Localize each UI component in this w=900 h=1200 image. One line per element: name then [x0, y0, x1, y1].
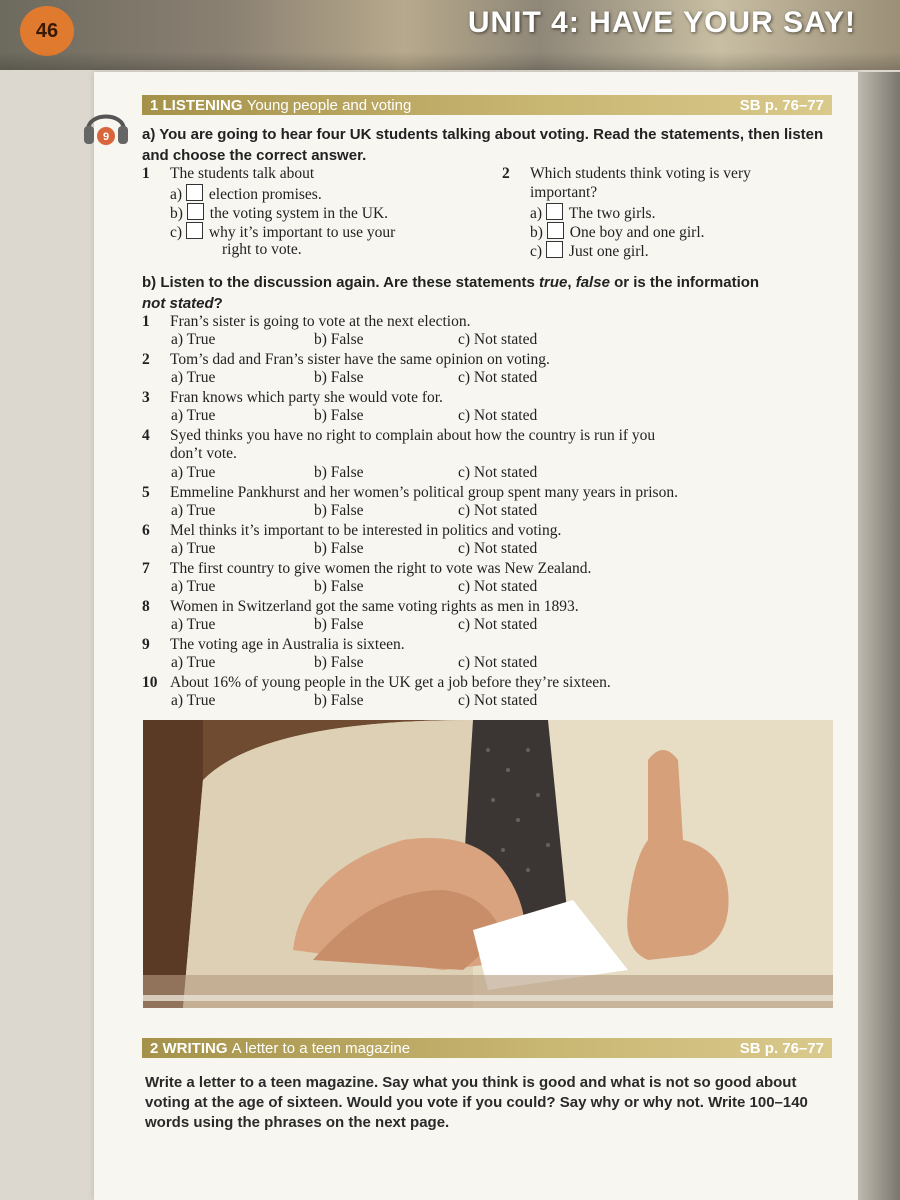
section-2-subtitle: A letter to a teen magazine [231, 1039, 411, 1057]
statement-10-false[interactable]: b) False [314, 692, 364, 709]
statement-9-not-stated[interactable]: c) Not stated [458, 654, 538, 671]
question-a2-line2: important? [530, 184, 598, 201]
statement-8-not-stated[interactable]: c) Not stated [458, 616, 538, 633]
section-1-title: 1 LISTENING [150, 96, 243, 114]
ballot-hand-illustration [143, 720, 833, 1008]
statement-2-true[interactable]: a) True [171, 369, 216, 386]
statement-5-true[interactable]: a) True [171, 502, 216, 519]
unit-title: UNIT 4: HAVE YOUR SAY! [467, 6, 856, 39]
statement-1-false[interactable]: b) False [314, 331, 364, 348]
q1-option-c-continued: right to vote. [222, 241, 302, 258]
statement-4-true[interactable]: a) True [171, 464, 216, 481]
statement-1-answers[interactable]: a) True [171, 331, 216, 348]
section-1-ref: SB p. 76–77 [739, 96, 824, 114]
statement-2-false[interactable]: b) False [314, 369, 364, 386]
statement-1-not-stated[interactable]: c) Not stated [458, 331, 538, 348]
statement-6-true[interactable]: a) True [171, 540, 216, 557]
statement-4-false[interactable]: b) False [314, 464, 364, 481]
statement-6-not-stated[interactable]: c) Not stated [458, 540, 538, 557]
checkbox[interactable] [187, 203, 204, 220]
statement-7-not-stated[interactable]: c) Not stated [458, 578, 538, 595]
q1-option-b[interactable]: b) the voting system in the UK. [170, 205, 389, 222]
ballot-photo [143, 720, 833, 1008]
section-1-subtitle: Young people and voting [246, 96, 412, 114]
statement-3-true[interactable]: a) True [171, 407, 216, 424]
headphones-icon [82, 104, 130, 148]
checkbox[interactable] [546, 203, 563, 220]
statement-6-false[interactable]: b) False [314, 540, 364, 557]
checkbox[interactable] [547, 222, 564, 239]
writing-instruction: Write a letter to a teen magazine. Say what you think is good and what is not so good about voting at the age of sixteen. Would you vote if you could? Say why or why not. Write 100–140 words using the phrases on the next page. [145, 1074, 808, 1131]
checkbox[interactable] [546, 241, 563, 258]
checkbox[interactable] [186, 222, 203, 239]
statement-3-false[interactable]: b) False [314, 407, 364, 424]
section-2-title: 2 WRITING [150, 1039, 228, 1057]
page-binding-edge [858, 72, 900, 1200]
audio-track-number: 9 [102, 131, 110, 143]
q1-option-a[interactable]: a) election promises. [170, 186, 322, 203]
statement-5-not-stated[interactable]: c) Not stated [458, 502, 538, 519]
q2-option-c[interactable]: c) Just one girl. [530, 243, 649, 260]
part-a-instruction: a) You are going to hear four UK students talking about voting. Read the statements, then listen and choose the correct answer. [142, 126, 824, 164]
statement-9-true[interactable]: a) True [171, 654, 216, 671]
statement-8-false[interactable]: b) False [314, 616, 364, 633]
statement-10-not-stated[interactable]: c) Not stated [458, 692, 538, 709]
statement-5-false[interactable]: b) False [314, 502, 364, 519]
statement-10-true[interactable]: a) True [171, 692, 216, 709]
section-2-header [142, 1038, 832, 1058]
page-number-badge: 46 [20, 6, 74, 56]
section-1-header [142, 95, 832, 115]
q2-option-a[interactable]: a) The two girls. [530, 205, 656, 222]
statement-4-not-stated[interactable]: c) Not stated [458, 464, 538, 481]
statement-4-line2: don’t vote. [170, 445, 237, 462]
statement-2-not-stated[interactable]: c) Not stated [458, 369, 538, 386]
section-2-ref: SB p. 76–77 [739, 1039, 824, 1057]
q1-option-c[interactable]: c) why it’s important to use your [170, 224, 396, 241]
statement-9-false[interactable]: b) False [314, 654, 364, 671]
header-banner [0, 0, 900, 70]
statement-7-true[interactable]: a) True [171, 578, 216, 595]
part-b-instruction: b) Listen to the discussion again. Are these statements true, false or is the information not stated? [142, 274, 760, 312]
statement-7-false[interactable]: b) False [314, 578, 364, 595]
q2-option-b[interactable]: b) One boy and one girl. [530, 224, 705, 241]
statement-8-true[interactable]: a) True [171, 616, 216, 633]
statement-3-not-stated[interactable]: c) Not stated [458, 407, 538, 424]
checkbox[interactable] [186, 184, 203, 201]
